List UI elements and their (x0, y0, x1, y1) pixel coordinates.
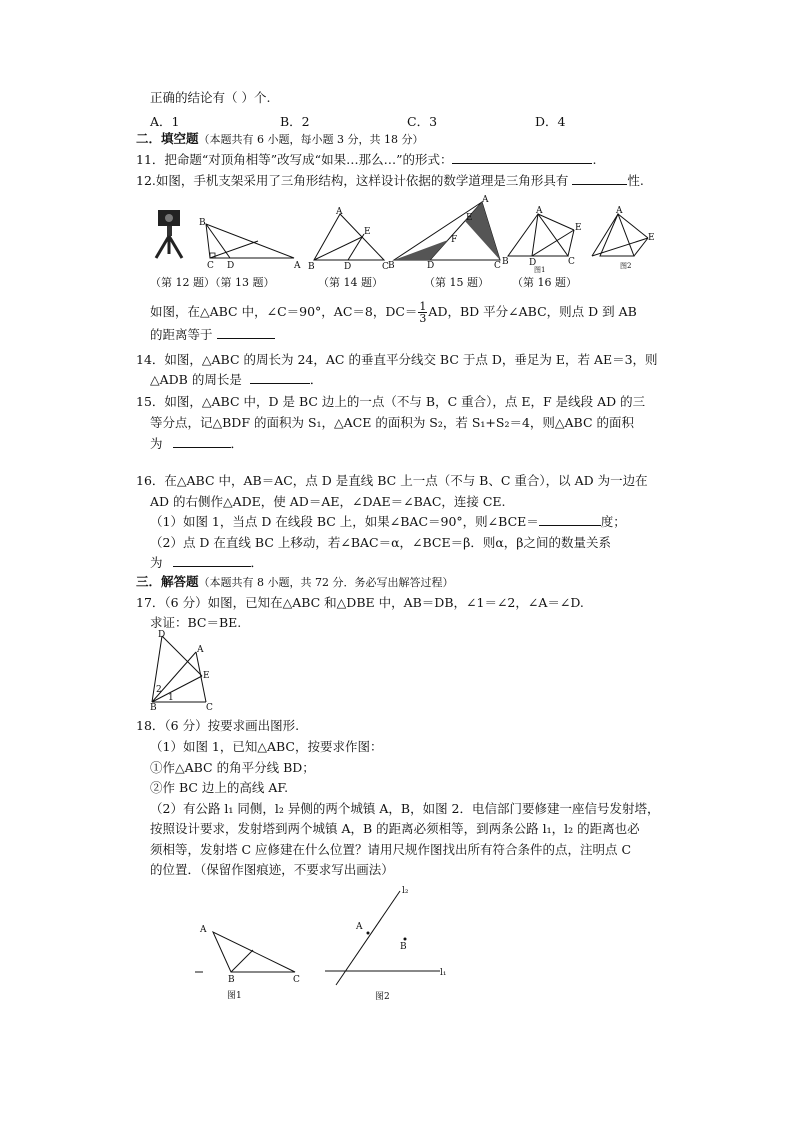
q10-option-d: D．4 (535, 114, 566, 129)
q15-line-2: 等分点，记△BDF 的面积为 S₁，△ACE 的面积为 S₂，若 S₁+S₂＝4，则△ABC 的面积 (150, 415, 635, 430)
label-c: C (494, 261, 501, 271)
q13-text-a: 如图，在△ABC 中，∠C＝90°，AC＝8，DC＝ (150, 304, 418, 319)
q18-line-3: ①作△ABC 的角平分线 BD； (150, 760, 315, 775)
label-c: C (568, 257, 575, 267)
label-a: A (294, 261, 301, 271)
label-a: A (356, 922, 363, 932)
fig18-label-2: 图2 (375, 992, 390, 1002)
figure-q16-2 (590, 206, 660, 270)
label-b: B (199, 218, 206, 228)
q13-line-2 (150, 327, 275, 343)
q11-text: 11．把命题“对顶角相等”改写成“如果…那么…”的形式： (136, 152, 453, 167)
q16-line-1: 16．在△ABC 中，AB＝AC，点 D 是直线 BC 上一点（不与 B、C 重合），以 AD 为一边在 (136, 473, 648, 488)
label-e: E (364, 227, 371, 237)
figure-q16-1 (502, 206, 582, 274)
fig16-sub-1: 图1 (534, 266, 546, 274)
label-e: E (648, 233, 655, 243)
q13-answer-blank[interactable] (217, 327, 275, 339)
label-l2: l₂ (402, 886, 409, 896)
section-3-title: 三．解答题 (136, 574, 199, 589)
q14-text: △ADB 的周长是 (150, 372, 242, 387)
section-2-heading (136, 131, 424, 148)
q14-answer-blank[interactable] (250, 372, 310, 384)
q16-line-3 (150, 514, 626, 530)
label-b: B (150, 703, 157, 713)
q18-line-2: （1）如图 1，已知△ABC，按要求作图： (150, 739, 383, 754)
label-a: A (536, 206, 543, 216)
q10-option-c: C．3 (407, 114, 438, 129)
q15-line-1: 15．如图，△ABC 中，D 是 BC 边上的一点（不与 B，C 重合），点 E，F 是线段 AD 的三 (136, 394, 646, 409)
figure-q18-2 (320, 885, 450, 1005)
label-b: B (228, 975, 235, 985)
q14-line-1: 14．如图，△ABC 的周长为 24，AC 的垂直平分线交 BC 于点 D，垂足为 E，若 AE＝3，则 (136, 352, 658, 367)
label-d: D (227, 261, 235, 271)
q11-answer-blank[interactable] (452, 152, 592, 164)
label-d: D (529, 258, 537, 268)
label-a: A (336, 207, 343, 217)
caption-q12-q13: （第 12 题）（第 13 题） (150, 276, 275, 289)
q16-text-3: （1）如图 1，当点 D 在线段 BC 上，如果∠BAC＝90°，则∠BCE＝ (150, 514, 539, 529)
label-d: D (344, 262, 352, 272)
q12-text: 12.如图，手机支架采用了三角形结构，这样设计依据的数学道理是三角形具有 (136, 173, 569, 188)
label-b: B (502, 257, 509, 267)
section-3-note: （本题共有 8 小题，共 72 分．务必写出解答过程） (198, 576, 454, 589)
figure-q18-1 (195, 920, 315, 1005)
q18-line-7: 须相等，发射塔 C 应修建在什么位置？请用尺规作图找出所有符合条件的点，注明点 C (150, 842, 632, 857)
q17-line-1: 17．（6 分）如图，已知在△ABC 和△DBE 中，AB＝DB，∠1＝∠2，∠A＝∠D. (136, 595, 584, 610)
label-a: A (616, 206, 623, 216)
label-e: E (466, 213, 473, 223)
section-2-title: 二．填空题 (136, 131, 199, 146)
fig18-label-1: 图1 (227, 991, 242, 1001)
label-a: A (200, 925, 207, 935)
label-angle-1: 1 (168, 693, 174, 703)
q18-line-6: 按照设计要求，发射塔到两个城镇 A，B 的距离必须相等，到两条公路 l₁，l₂ 的距离也必 (150, 821, 640, 836)
label-b: B (388, 261, 395, 271)
label-a: A (197, 645, 204, 655)
q10-stem: 正确的结论有（ ）个. (150, 90, 271, 105)
q16-text-5: 为 (150, 555, 163, 570)
label-c: C (382, 262, 389, 272)
label-l1: l₁ (440, 968, 447, 978)
q15-line-3 (150, 436, 243, 452)
label-b: B (308, 262, 315, 272)
figure-q13 (198, 212, 303, 270)
figure-q14 (308, 207, 389, 272)
q11: 11．把命题“对顶角相等”改写成“如果…那么…”的形式： . (136, 152, 597, 167)
q18-line-8: 的位置．（保留作图痕迹，不要求写出画法） (150, 862, 394, 877)
fraction-numerator: 1 (419, 300, 427, 313)
q15-text: 为 (150, 436, 163, 451)
q16-answer-blank-2[interactable] (173, 555, 251, 567)
section-2-note: （本题共有 6 小题，每小题 3 分，共 18 分） (198, 133, 424, 146)
fig16-sub-2: 图2 (620, 262, 632, 270)
q12-suffix: 性. (627, 173, 644, 188)
q13-line-1 (150, 301, 637, 324)
q14-end: ． (309, 372, 323, 387)
label-angle-2: 2 (156, 685, 162, 695)
caption-q16: （第 16 题） (512, 276, 577, 289)
q10-option-a: A．1 (150, 114, 180, 129)
label-b: B (400, 942, 407, 952)
q13-text-c: 的距离等于 (150, 327, 213, 342)
label-c: C (207, 261, 214, 271)
q16-end-3: 度； (600, 514, 626, 529)
q15-answer-blank[interactable] (173, 436, 231, 448)
q16-end-5: ． (250, 555, 264, 570)
q13-text-b: AD，BD 平分∠ABC，则点 D 到 AB (428, 304, 637, 319)
q18-line-4: ②作 BC 边上的高线 AF. (150, 780, 289, 795)
phone-stand-photo (150, 208, 192, 266)
label-d: D (158, 630, 166, 640)
label-f: F (451, 235, 458, 245)
caption-q15: （第 15 题） (424, 276, 489, 289)
q18-line-1: 18．（6 分）按要求画出图形. (136, 718, 300, 733)
section-3-heading (136, 574, 454, 591)
label-d: D (427, 261, 435, 271)
q16-line-4: （2）点 D 在直线 BC 上移动，若∠BAC＝α，∠BCE＝β．则α，β之间的数量关系 (150, 535, 612, 550)
label-e: E (203, 671, 210, 681)
figure-q17 (150, 630, 220, 713)
q12-answer-blank[interactable] (572, 173, 627, 185)
label-c: C (206, 703, 213, 713)
q16-answer-blank-1[interactable] (539, 514, 601, 526)
label-a: A (482, 195, 489, 205)
q16-line-5 (150, 555, 263, 571)
label-e: E (575, 223, 582, 233)
q12 (136, 173, 644, 189)
q13-fraction (418, 301, 427, 324)
q18-line-5: （2）有公路 l₁ 同侧，l₂ 异侧的两个城镇 A，B，如图 2．电信部门要修建一座信号发射塔， (150, 801, 660, 816)
q10-option-b: B．2 (280, 114, 310, 129)
q15-end: ． (230, 436, 244, 451)
fraction-denominator: 3 (419, 312, 427, 325)
q17-line-2: 求证：BC＝BE. (150, 615, 242, 630)
q14-line-2 (150, 372, 322, 388)
caption-q14: （第 14 题） (318, 276, 383, 289)
label-c: C (293, 975, 300, 985)
figure-q15 (390, 196, 502, 270)
q16-line-2: AD 的右侧作△ADE，使 AD＝AE，∠DAE＝∠BAC，连接 CE. (150, 494, 506, 509)
